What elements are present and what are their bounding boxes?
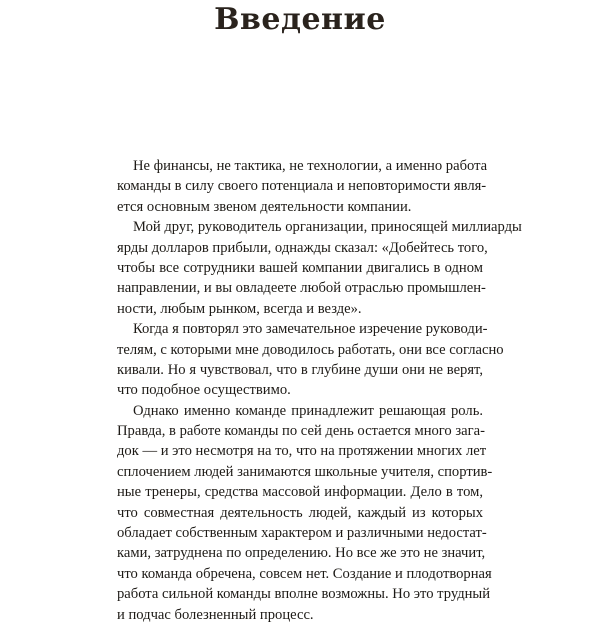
paragraph bbox=[117, 156, 488, 217]
text-line: ется основным звеном деятельности компании. bbox=[117, 198, 412, 215]
text-line: ные тренеры, средства массовой информации. Дело в том, bbox=[117, 484, 483, 501]
text-line: телям, с которыми мне доводилось работать, они все согласно bbox=[117, 341, 504, 358]
text-line: кивали. Но я чувствовал, что в глубине души они не верят, bbox=[117, 361, 483, 378]
text-line: направлении, и вы овладеете любой отраслью промышлен- bbox=[117, 280, 486, 297]
text-line: и подчас болезненный процесс. bbox=[117, 606, 314, 623]
body-text bbox=[117, 156, 522, 625]
chapter-title: Введение bbox=[214, 2, 386, 37]
text-line: чтобы все сотрудники вашей компании двигались в одном bbox=[117, 259, 483, 276]
text-line: Мой друг, руководитель организации, приносящей миллиарды bbox=[133, 219, 522, 236]
text-line: ками, затруднена по определению. Но все же это не значит, bbox=[117, 545, 486, 562]
text-line: работа сильной команды вполне возможны. Но это трудный bbox=[117, 586, 491, 603]
text-line: ярды долларов прибыли, однажды сказал: «Добейтесь того, bbox=[117, 239, 488, 256]
text-line: что совместная деятельность людей, каждый из которых bbox=[117, 504, 483, 521]
text-line: Когда я повторял это замечательное изречение руководи- bbox=[133, 321, 488, 338]
text-line: сплочением людей занимаются школьные учителя, спортив- bbox=[117, 463, 493, 480]
paragraph bbox=[117, 217, 522, 319]
text-line: Не финансы, не тактика, не технологии, а именно работа bbox=[133, 158, 488, 174]
paragraph bbox=[117, 319, 504, 401]
text-line: док — и это несмотря на то, что на протяжении многих лет bbox=[117, 443, 487, 460]
text-line: что команда обречена, совсем нет. Создание и плодотворная bbox=[117, 565, 492, 582]
text-line: ности, любым рынком, всегда и везде». bbox=[117, 300, 362, 317]
text-line: Однако именно команде принадлежит решающая роль. bbox=[133, 402, 483, 419]
text-line: что подобное осуществимо. bbox=[117, 382, 291, 399]
text-line: команды в силу своего потенциала и неповторимости явля- bbox=[117, 178, 487, 195]
text-line: обладает собственным характером и различными недостат- bbox=[117, 525, 487, 542]
paragraph bbox=[117, 401, 493, 625]
text-line: Правда, в работе команды по сей день остается много зага- bbox=[117, 423, 485, 440]
